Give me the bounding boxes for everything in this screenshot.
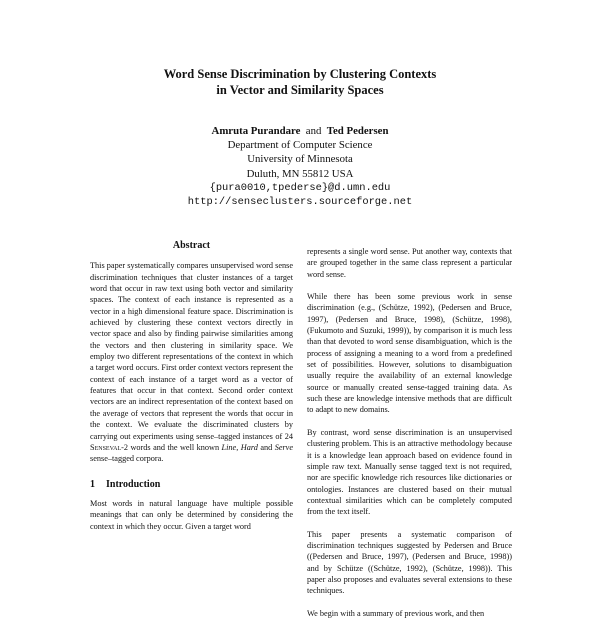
paragraph-2: While there has been some previous work in sense discrimination (e.g., (Schütze, 1992), (Pedersen and Bruce, 1997), (Pedersen and Bruce, 1998), (Schütze, 1998), (Fukumoto and Suzuki, 1999)), by comparison it is much less than that devoted to word sense disambiguation, which is the process of assigning a meaning to a word from a predefined set of possibilities. However, solutions to disambiguation usually require the availability of an external knowledge source or manually created sense-tagged training data. As such these are knowledge intensive methods that are difficult to adapt to new domains. — [307, 292, 512, 415]
affiliation-address: Duluth, MN 55812 USA — [246, 167, 354, 180]
section-title: Introduction — [106, 478, 161, 490]
introduction-text: Most words in natural language have multiple possible meanings that can only be determined by considering the context in which they occur. Given a target word — [90, 498, 293, 531]
corpus-serve: Serve — [274, 442, 294, 452]
affiliation-department: Department of Computer Science — [227, 139, 373, 152]
title-line-2: in Vector and Similarity Spaces — [216, 83, 384, 97]
section-number: 1 — [90, 478, 95, 490]
left-column — [90, 240, 293, 543]
author-2: Ted Pedersen — [326, 125, 389, 137]
abstract-end: sense–tagged corpora. — [90, 454, 164, 464]
abstract-body-2: -2 words and the well known — [121, 442, 220, 452]
author-separator: and — [305, 125, 322, 137]
right-column — [307, 246, 512, 630]
author-email: {pura0010,tpederse}@d.umn.edu — [209, 181, 391, 194]
corpus-line: Line — [221, 442, 237, 452]
title-line-1: Word Sense Discrimination by Clustering Contexts — [163, 67, 437, 81]
and-word: and — [260, 442, 273, 452]
affiliation-university: University of Minnesota — [247, 153, 353, 166]
abstract-heading: Abstract — [172, 240, 211, 251]
paper-title — [0, 66, 600, 98]
project-url: http://senseclusters.sourceforge.net — [187, 196, 413, 209]
senseval-name: Senseval — [90, 442, 122, 452]
paragraph-5: We begin with a summary of previous work, and then — [307, 608, 485, 618]
abstract-body: This paper systematically compares unsupervised word sense discrimination techniques that cluster instances of a target word that occur in raw text using both vector and similarity spaces. The context of each instance is represented as a vector in a high dimensional feature space. Discrimination is achieved by clustering these context vectors directly in vector space and also by finding pairwise similarities among the vectors and then clustering in similarity space. We employ two different representations of the context in which a target word occurs. First order context vectors represent the context of each instance of a target word as a vector of features that occur in that context. Second order context vectors are an indirect representation of the context based on the average of vectors that represent the words that occur in the context. We evaluate the discriminated clusters by carrying out experiments using sense–tagged instances of 24 — [90, 261, 293, 441]
comma: , — [236, 442, 239, 452]
paragraph-4: This paper presents a systematic comparison of discrimination techniques suggested by Pedersen and Bruce ((Pedersen and Bruce, 1997), (Pedersen and Bruce, 1998)) and by Schütze ((Schütze, 1992), (Schütze, 1998)). This paper also proposes and evaluates several extensions to these techniques. — [307, 529, 512, 596]
author-names — [0, 124, 600, 138]
paragraph-3: By contrast, word sense discrimination is an unsupervised clustering problem. This is an attractive methodology because it is a knowledge lean approach based on evidence found in simple raw text. Manually sense tagged text is not required, nor are specific knowledge rich resources like dictionaries or ontologies. Instances are clustered based on their mutual contextual similarities which can be completely computed from the text itself. — [307, 427, 512, 517]
abstract-text — [90, 260, 293, 464]
introduction-heading — [90, 479, 293, 490]
author-block — [0, 124, 600, 209]
corpus-hard: Hard — [240, 442, 258, 452]
paragraph-1: represents a single word sense. Put another way, contexts that are grouped together in the same class represent a particular word sense. — [307, 247, 512, 279]
author-1: Amruta Purandare — [211, 125, 301, 137]
